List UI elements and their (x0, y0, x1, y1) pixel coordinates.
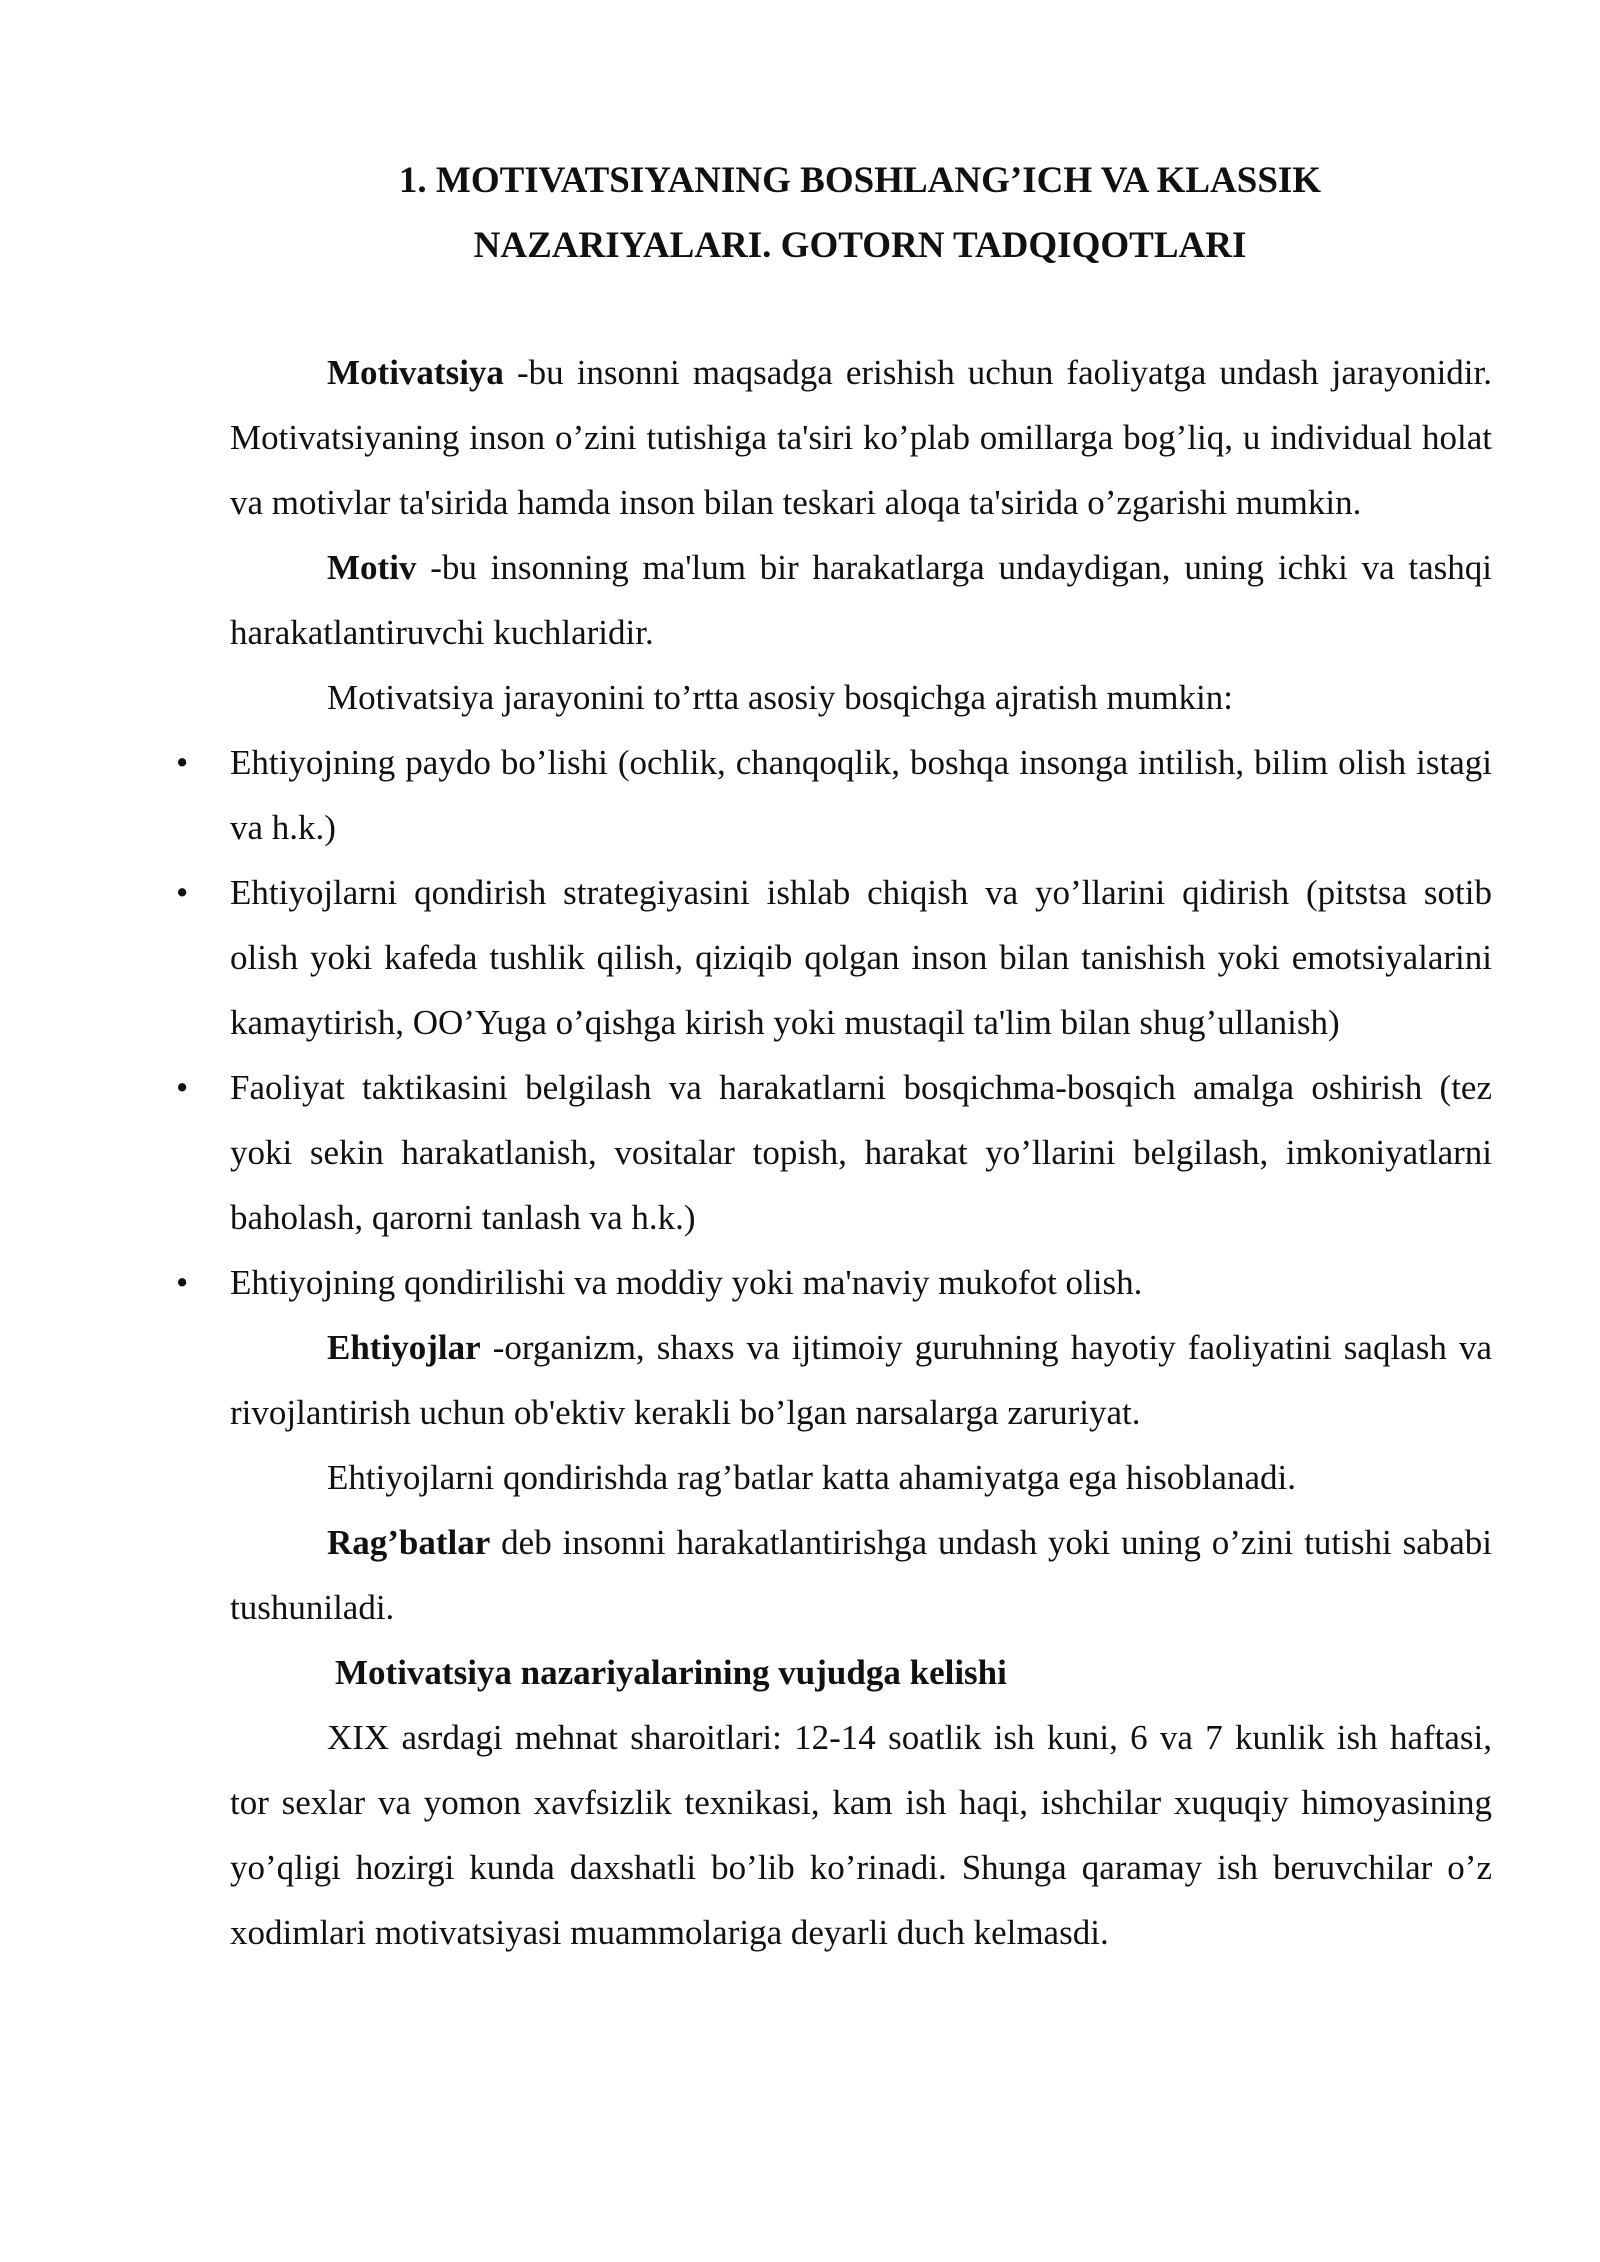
document-body (176, 340, 1492, 1965)
paragraph-ragbatlar-importance: Ehtiyojlarni qondirishda rag’batlar katta ahamiyatga ega hisoblanadi. (327, 1458, 1296, 1497)
bullet-icon: • (176, 1068, 189, 1107)
paragraph-motivatsiya (230, 340, 1492, 535)
paragraph-xix-century: XIX asrdagi mehnat sharoitlari: 12-14 soatlik ish kuni, 6 va 7 kunlik ish haftasi, tor sexlar va yomon xavfsizlik texnikasi, kam ish haqi, ishchilar xuquqiy himoyasining yo’qligi hozirgi kunda daxshatli bo’lib ko’rinadi. Shunga qaramay ish beruvchilar o’z xodimlari motivatsiyasi muammolariga deyarli duch kelmasdi. (230, 1718, 1492, 1952)
list-item-text: Faoliyat taktikasini belgilash va harakatlarni bosqichma-bosqich amalga oshirish (tez yoki sekin harakatlanish, vositalar topish, harakat yo’llarini belgilash, imkoniyatlarni baholash, qarorni tanlash va h.k.) (230, 1068, 1492, 1237)
list-item (176, 1055, 1492, 1250)
paragraph-ragbatlar (230, 1510, 1492, 1640)
stages-list (176, 730, 1492, 1315)
list-item-text: Ehtiyojlarni qondirish strategiyasini ishlab chiqish va yo’llarini qidirish (pitstsa sotib olish yoki kafeda tushlik qilish, qiziqib qolgan inson bilan tanishish yoki emotsiyalarini kamaytirish, OO’Yuga o’qishga kirish yoki mustaqil ta'lim bilan shug’ullanish) (230, 873, 1492, 1042)
paragraph-text: deb insonni harakatlantirishga undash yoki uning o’zini tutishi sababi tushuniladi. (230, 1523, 1492, 1627)
list-item-text: Ehtiyojning qondirilishi va moddiy yoki ma'naviy mukofot olish. (230, 1263, 1143, 1302)
document-title (230, 148, 1490, 278)
bullet-icon: • (176, 1263, 189, 1302)
bullet-icon: • (176, 873, 189, 912)
bullet-icon: • (176, 743, 189, 782)
term-ragbatlar: Rag’batlar (327, 1523, 491, 1562)
list-item (176, 860, 1492, 1055)
paragraph-text: -bu insonning ma'lum bir harakatlarga undaydigan, uning ichki va tashqi harakatlantiruvchi kuchlaridir. (230, 548, 1492, 652)
paragraph-ehtiyojlar (230, 1315, 1492, 1445)
title-line-2: NAZARIYALARI. GOTORN TADQIQOTLARI (473, 225, 1247, 266)
list-item (176, 1250, 1492, 1315)
section-heading: Motivatsiya nazariyalarining vujudga kelishi (335, 1653, 1007, 1692)
paragraph-stages-intro: Motivatsiya jarayonini to’rtta asosiy bosqichga ajratish mumkin: (327, 678, 1233, 717)
term-ehtiyojlar: Ehtiyojlar (327, 1328, 481, 1367)
list-item (176, 730, 1492, 860)
paragraph-text: -bu insonni maqsadga erishish uchun faoliyatga undash jarayonidir. Motivatsiyaning inson o’zini tutishiga ta'siri ko’plab omillarga bog’liq, u individual holat va motivlar ta'sirida hamda inson bilan teskari aloqa ta'sirida o’zgarishi mumkin. (230, 353, 1492, 522)
title-line-1: 1. MOTIVATSIYANING BOSHLANG’ICH VA KLASSIK (398, 160, 1322, 201)
paragraph-motiv (230, 535, 1492, 665)
list-item-text: Ehtiyojning paydo bo’lishi (ochlik, chanqoqlik, boshqa insonga intilish, bilim olish istagi va h.k.) (230, 743, 1492, 847)
term-motiv: Motiv (327, 548, 417, 587)
term-motivatsiya: Motivatsiya (327, 353, 504, 392)
paragraph-text: -organizm, shaxs va ijtimoiy guruhning hayotiy faoliyatini saqlash va rivojlantirish uchun ob'ektiv kerakli bo’lgan narsalarga zaruriyat. (230, 1328, 1492, 1432)
